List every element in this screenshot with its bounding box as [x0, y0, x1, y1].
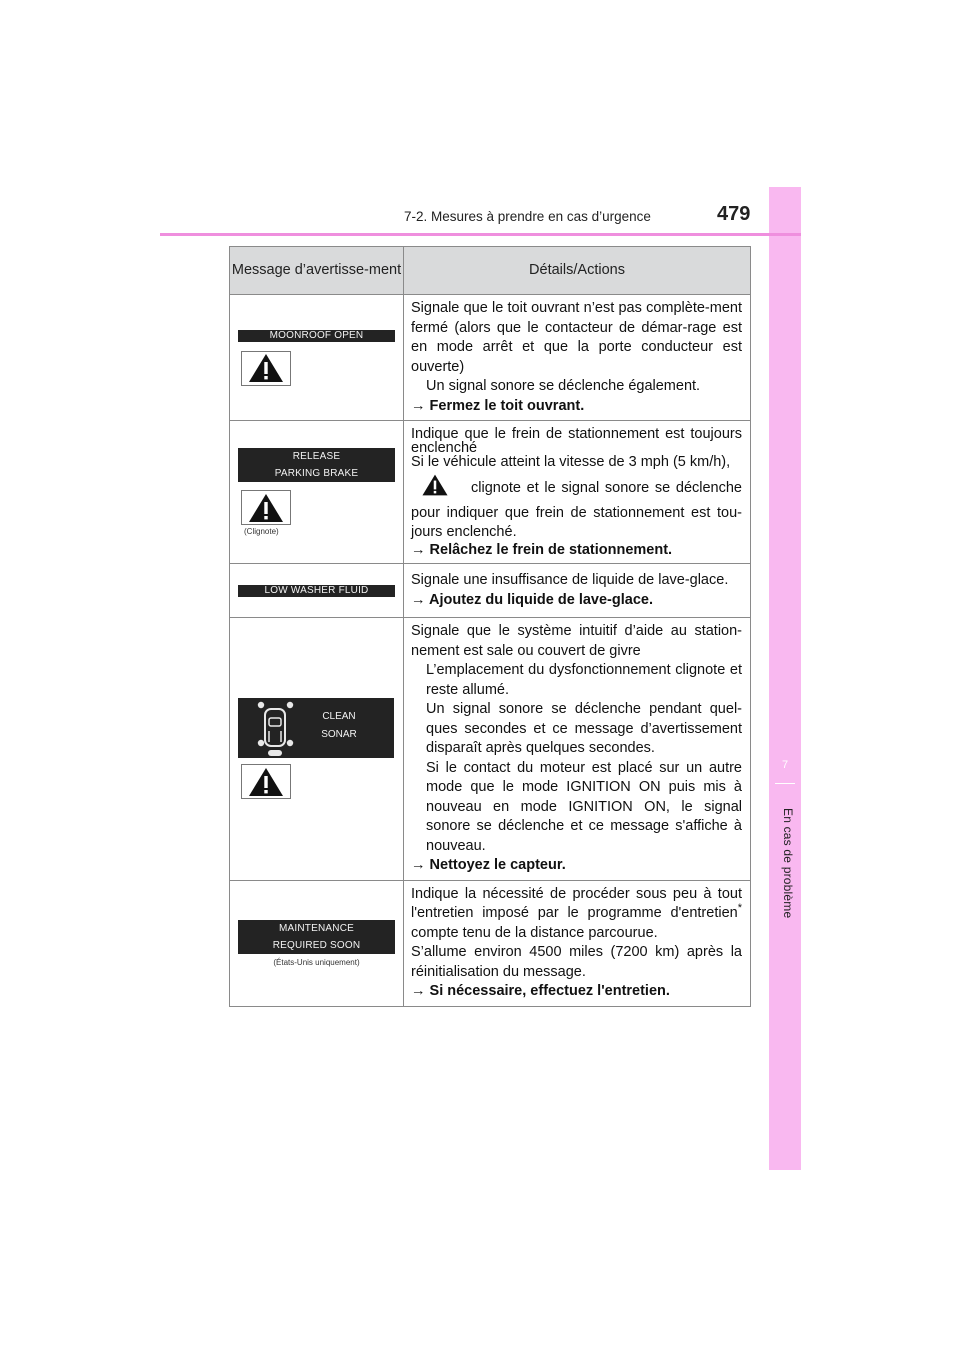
table-header-row — [230, 247, 751, 295]
detail-text: Si le contact du moteur est placé sur un autre mode que le mode IGNITION ON puis mis à nouveau en mode IGNITION ON, le signal sonore se déclenche et ce message s'affiche à nouveau. — [426, 759, 742, 854]
sonar-text — [316, 708, 362, 744]
chapter-divider — [775, 783, 795, 784]
message-cell — [230, 618, 404, 881]
table-row — [230, 295, 751, 421]
arrow-icon: → — [411, 591, 426, 608]
arrow-icon: → — [411, 397, 426, 414]
arrow-icon: → — [411, 857, 426, 873]
warning-icon — [241, 351, 291, 386]
action-text — [411, 543, 742, 557]
detail-text: S’allume environ 4500 miles (7200 km) après la réinitialisation du message. — [411, 944, 742, 980]
action-label: Ajoutez du liquide de lave-glace. — [429, 591, 653, 608]
detail-text: Un signal sonore se déclenche pendant quel-ques secondes et ce message d’avertissement disparaît après quelques secondes. — [426, 701, 742, 756]
column-header-details: Détails/Actions — [404, 247, 751, 295]
chapter-side-band — [769, 187, 801, 1170]
arrow-icon: → — [411, 541, 426, 558]
blink-note: (Clignote) — [244, 527, 279, 536]
details-cell — [404, 421, 751, 564]
region-note: (États-Unis uniquement) — [273, 957, 360, 967]
section-title: 7-2. Mesures à prendre en cas d’urgence — [404, 209, 651, 224]
warning-icon — [241, 490, 291, 525]
table-row — [230, 618, 751, 881]
details-cell — [404, 618, 751, 881]
detail-text-span: compte tenu de la distance parcourue. — [411, 924, 658, 941]
display-line: REQUIRED SOON — [272, 939, 361, 951]
action-label: Relâchez le frein de stationnement. — [429, 541, 673, 558]
message-cell — [230, 421, 404, 564]
warning-icon — [241, 764, 291, 799]
action-text — [411, 982, 742, 1002]
table-row — [230, 564, 751, 618]
action-label: Fermez le toit ouvrant. — [429, 397, 585, 414]
car-sensor-icon — [238, 698, 316, 758]
detail-text: Signale que le système intuitif d’aide au station-nement est sale ou couvert de givre — [411, 623, 742, 659]
table-row — [230, 880, 751, 1006]
display-line: MAINTENANCE — [279, 922, 354, 934]
details-cell — [404, 564, 751, 618]
detail-text: Si le véhicule atteint la vitesse de 3 mph (5 km/h), — [411, 454, 731, 471]
action-label: Nettoyez le capteur. — [429, 857, 566, 873]
detail-text: Signale que le toit ouvrant n’est pas complète-ment fermé (alors que le contacteur de démar-rage est en mode arrêt et que la porte conducteur est ouverte) — [411, 300, 742, 375]
chapter-label: En cas de problème — [781, 808, 795, 919]
display-message — [238, 448, 395, 482]
display-message: LOW WASHER FLUID — [238, 585, 395, 597]
message-cell — [230, 880, 404, 1006]
display-line: PARKING BRAKE — [274, 468, 359, 479]
display-line: SONAR — [321, 729, 357, 741]
detail-text: L’emplacement du dysfonctionnement clignote et reste allumé. — [426, 662, 742, 698]
detail-text — [411, 473, 742, 543]
details-cell — [404, 295, 751, 421]
header-rule — [160, 233, 801, 236]
table-row — [230, 421, 751, 564]
warning-message-table — [229, 246, 751, 1007]
detail-text: Indique que le frein de stationnement est toujours enclenché — [411, 426, 742, 457]
arrow-icon: → — [411, 983, 426, 999]
action-text — [411, 856, 742, 876]
column-header-message: Message d’avertisse-ment — [230, 247, 404, 295]
message-cell — [230, 295, 404, 421]
action-label: Si nécessaire, effectuez l'entretien. — [429, 983, 670, 999]
detail-text: Un signal sonore se déclenche également. — [426, 378, 701, 394]
detail-text: Signale une insuffisance de liquide de lave-glace. — [411, 572, 729, 588]
warning-icon — [421, 473, 449, 504]
detail-text-span: Indique la nécessité de procéder sous peu à tout l'entretien imposé par le programme d'entretien — [411, 885, 742, 921]
display-line: CLEAN — [322, 711, 356, 723]
display-message: MOONROOF OPEN — [238, 330, 395, 342]
display-line: RELEASE — [292, 451, 341, 462]
chapter-number: 7 — [781, 759, 789, 771]
detail-text — [411, 885, 742, 944]
message-cell — [230, 564, 404, 618]
sonar-display — [238, 698, 394, 758]
details-cell — [404, 880, 751, 1006]
action-text — [411, 397, 742, 417]
footnote-mark: * — [737, 902, 742, 915]
page-number: 479 — [717, 203, 751, 225]
display-message — [238, 920, 395, 954]
detail-text-span: clignote et le signal sonore se déclenche pour indiquer que frein de stationnement est tou-jours enclenché. — [411, 480, 742, 541]
action-text — [411, 591, 742, 611]
